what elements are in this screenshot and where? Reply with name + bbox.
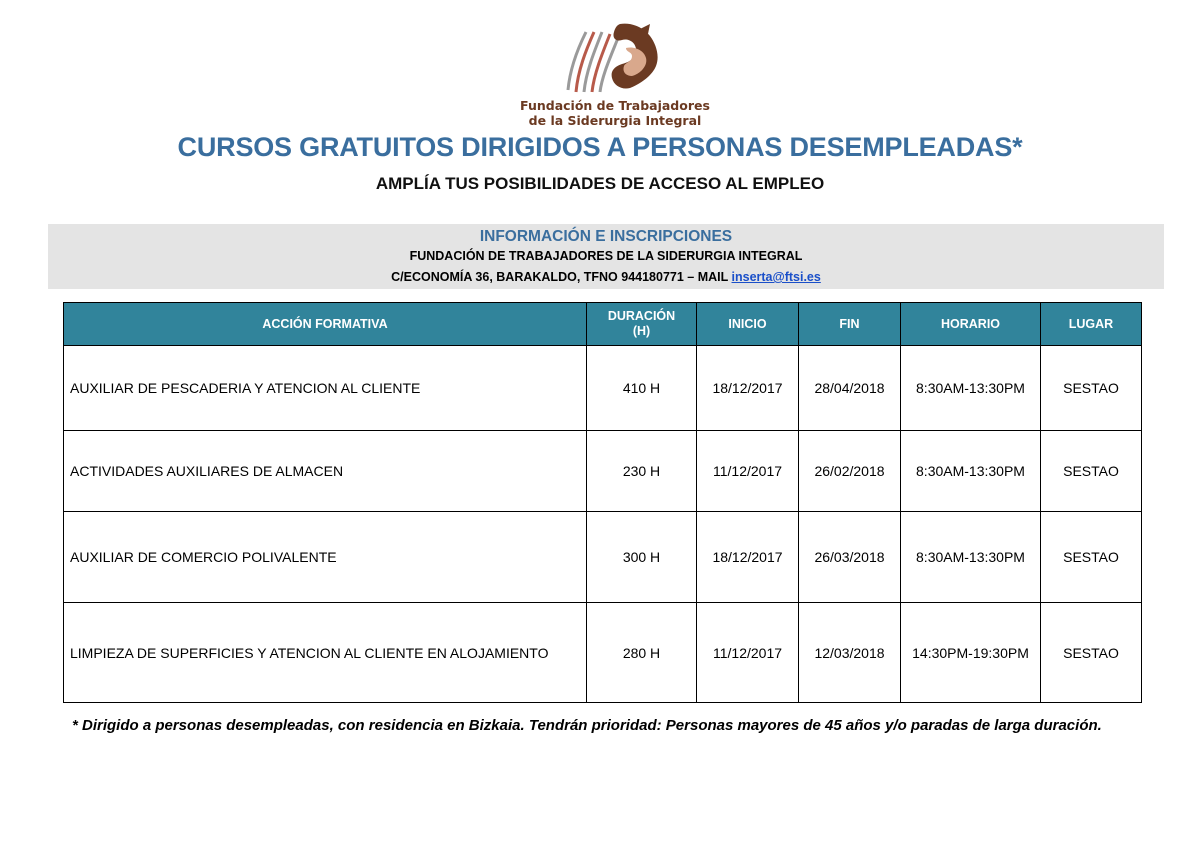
cell-fin: 26/03/2018 — [799, 512, 901, 603]
table-header-row — [64, 303, 1142, 346]
cell-inicio: 18/12/2017 — [697, 512, 799, 603]
cell-fin: 26/02/2018 — [799, 431, 901, 512]
table-row — [64, 346, 1142, 431]
email-link[interactable]: inserta@ftsi.es — [731, 270, 821, 284]
cell-inicio: 18/12/2017 — [697, 346, 799, 431]
header-duracion — [587, 303, 697, 346]
logo-line-2: de la Siderurgia Integral — [528, 113, 702, 128]
cell-lugar: SESTAO — [1041, 431, 1142, 512]
cell-lugar: SESTAO — [1041, 603, 1142, 703]
cell-accion: ACTIVIDADES AUXILIARES DE ALMACEN — [64, 431, 587, 512]
cell-lugar: SESTAO — [1041, 512, 1142, 603]
header-lugar: LUGAR — [1041, 303, 1142, 346]
courses-table — [63, 302, 1142, 703]
cell-inicio: 11/12/2017 — [697, 603, 799, 703]
table-row — [64, 603, 1142, 703]
page-title: CURSOS GRATUITOS DIRIGIDOS A PERSONAS DESEMPLEADAS* — [177, 132, 1023, 162]
header-accion: ACCIÓN FORMATIVA — [64, 303, 587, 346]
cell-duracion: 280 H — [587, 603, 697, 703]
table-row — [64, 512, 1142, 603]
foundation-logo-icon — [560, 18, 670, 98]
cell-duracion: 230 H — [587, 431, 697, 512]
info-address: C/ECONOMÍA 36, BARAKALDO, TFNO 944180771 – MAIL — [391, 270, 732, 284]
cell-horario: 8:30AM-13:30PM — [901, 512, 1041, 603]
cell-accion: AUXILIAR DE COMERCIO POLIVALENTE — [64, 512, 587, 603]
cell-fin: 12/03/2018 — [799, 603, 901, 703]
header-duracion-line2: (H) — [632, 324, 651, 338]
cell-horario: 8:30AM-13:30PM — [901, 431, 1041, 512]
table-row — [64, 431, 1142, 512]
cell-inicio: 11/12/2017 — [697, 431, 799, 512]
page-subtitle: AMPLÍA TUS POSIBILIDADES DE ACCESO AL EMPLEO — [375, 174, 825, 193]
cell-horario: 8:30AM-13:30PM — [901, 346, 1041, 431]
header-fin: FIN — [799, 303, 901, 346]
footnote: * Dirigido a personas desempleadas, con residencia en Bizkaia. Tendrán prioridad: Personas mayores de 45 años y/o paradas de larga duración. — [72, 717, 1102, 734]
info-heading: INFORMACIÓN E INSCRIPCIONES — [479, 228, 733, 245]
logo-line-1: Fundación de Trabajadores — [520, 98, 710, 113]
info-organization: FUNDACIÓN DE TRABAJADORES DE LA SIDERURGIA INTEGRAL — [409, 249, 803, 263]
cell-horario: 14:30PM-19:30PM — [901, 603, 1041, 703]
cell-duracion: 410 H — [587, 346, 697, 431]
header-duracion-line1: DURACIÓN — [607, 309, 676, 323]
cell-accion: LIMPIEZA DE SUPERFICIES Y ATENCION AL CLIENTE EN ALOJAMIENTO — [64, 603, 587, 703]
cell-duracion: 300 H — [587, 512, 697, 603]
info-box — [48, 224, 1164, 289]
foundation-logo-text — [520, 98, 710, 128]
header-inicio: INICIO — [697, 303, 799, 346]
cell-fin: 28/04/2018 — [799, 346, 901, 431]
info-contact — [48, 270, 1164, 284]
cell-lugar: SESTAO — [1041, 346, 1142, 431]
cell-accion: AUXILIAR DE PESCADERIA Y ATENCION AL CLIENTE — [64, 346, 587, 431]
foundation-logo — [520, 18, 710, 130]
header-horario: HORARIO — [901, 303, 1041, 346]
